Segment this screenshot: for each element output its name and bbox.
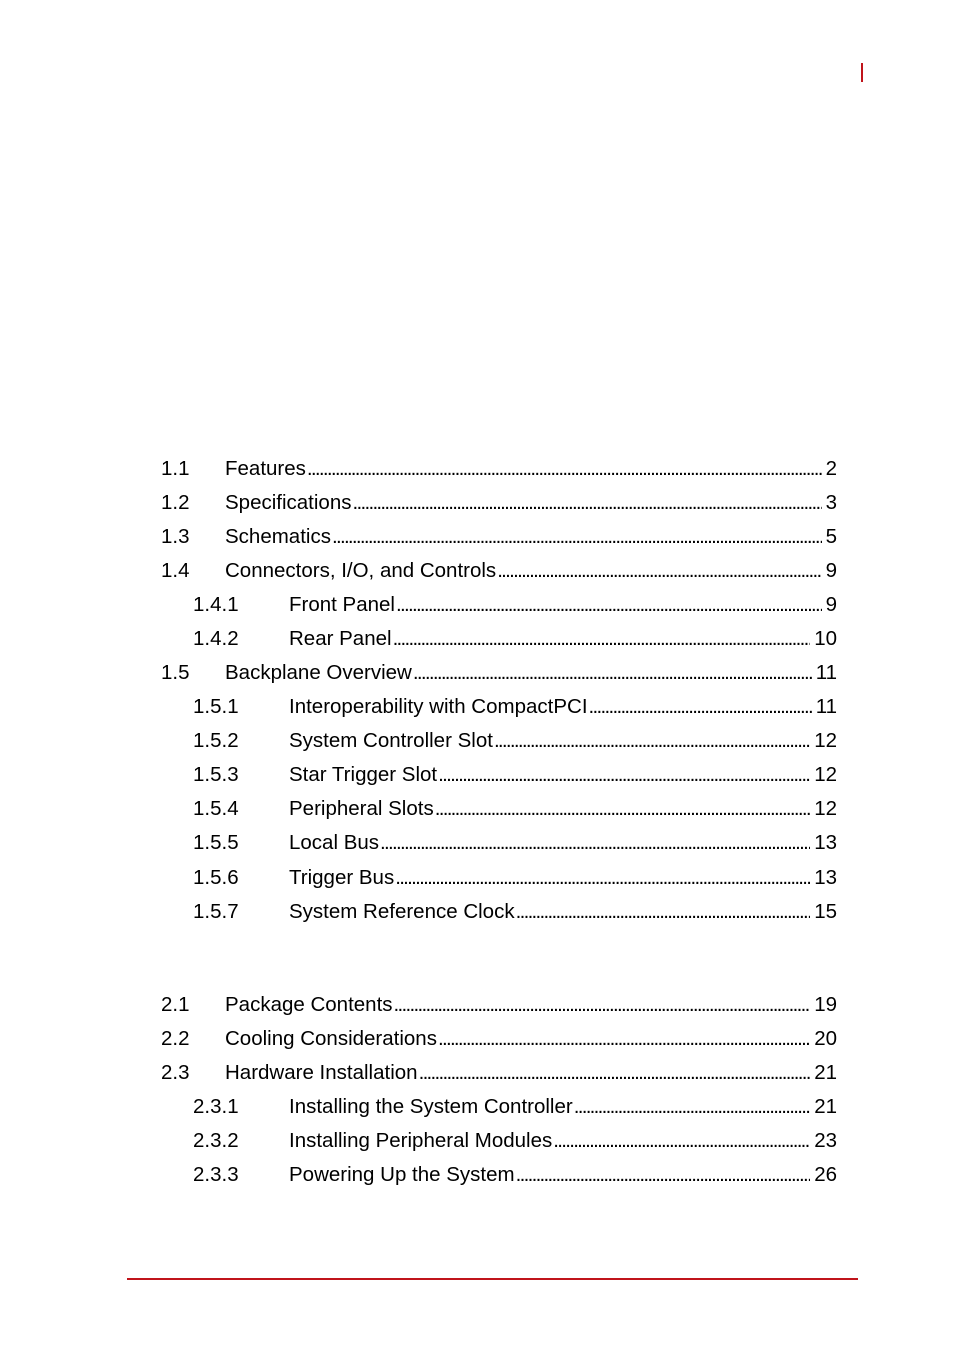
toc-entry-page: 23 <box>814 1129 837 1152</box>
toc-entry-number: 1.5.2 <box>193 729 239 752</box>
toc-dot-leader <box>516 895 811 929</box>
toc-entry[interactable] <box>193 622 837 656</box>
toc-entry-page: 12 <box>814 729 837 752</box>
toc-entry-page: 5 <box>825 525 837 548</box>
toc-entry-page: 10 <box>814 627 837 650</box>
toc-entry-number: 1.4.1 <box>193 593 239 616</box>
toc-entry-title: Local Bus <box>289 831 380 854</box>
toc-entry-page: 13 <box>814 831 837 854</box>
toc-entry[interactable] <box>161 554 837 588</box>
toc-entry-number: 1.5.1 <box>193 695 239 718</box>
toc-dot-leader <box>413 656 812 690</box>
toc-entry-page: 21 <box>814 1095 837 1118</box>
toc-entry-page: 20 <box>814 1027 837 1050</box>
toc-entry-number: 1.5 <box>161 661 190 684</box>
toc-dot-leader <box>332 520 822 554</box>
toc-entry[interactable] <box>193 861 837 895</box>
toc-entry-number: 1.5.3 <box>193 763 239 786</box>
toc-dot-leader <box>574 1090 810 1124</box>
toc-entry-number: 1.2 <box>161 491 190 514</box>
toc-dot-leader <box>395 861 810 895</box>
toc-entry[interactable] <box>193 588 837 622</box>
toc-entry-page: 26 <box>814 1163 837 1186</box>
toc-entry[interactable] <box>161 452 837 486</box>
toc-dot-leader <box>352 486 821 520</box>
toc-entry-page: 19 <box>814 993 837 1016</box>
toc-dot-leader <box>419 1056 811 1090</box>
toc-entry-number: 1.5.5 <box>193 831 239 854</box>
toc-entry-page: 11 <box>815 661 837 684</box>
toc-entry-title: Specifications <box>225 491 352 514</box>
toc-entry-number: 1.1 <box>161 457 190 480</box>
toc-entry-number: 1.5.7 <box>193 900 239 923</box>
toc-entry[interactable] <box>193 1090 837 1124</box>
toc-entry-title: Front Panel <box>289 593 395 616</box>
toc-dot-leader <box>307 452 822 486</box>
toc-entry-number: 2.3.1 <box>193 1095 239 1118</box>
toc-entry-title: Cooling Considerations <box>225 1027 437 1050</box>
toc-entry[interactable] <box>161 656 837 690</box>
toc-entry-page: 9 <box>825 593 837 616</box>
toc-entry[interactable] <box>193 758 837 792</box>
toc-dot-leader <box>589 690 812 724</box>
toc-entry[interactable] <box>193 690 837 724</box>
toc-entry[interactable] <box>161 1022 837 1056</box>
toc-entry-title: Hardware Installation <box>225 1061 418 1084</box>
toc-entry-title: Features <box>225 457 306 480</box>
toc-entry-title: System Controller Slot <box>289 729 493 752</box>
toc-entry[interactable] <box>161 1056 837 1090</box>
toc-entry[interactable] <box>193 792 837 826</box>
toc-entry-title: Peripheral Slots <box>289 797 434 820</box>
toc-entry-page: 12 <box>814 763 837 786</box>
toc-entry-title: Trigger Bus <box>289 866 395 889</box>
toc-entry[interactable] <box>161 520 837 554</box>
toc-dot-leader <box>380 826 810 860</box>
toc-dot-leader <box>494 724 810 758</box>
toc-entry-page: 2 <box>825 457 837 480</box>
toc-entry-number: 2.1 <box>161 993 190 1016</box>
footer-rule <box>127 1278 858 1280</box>
toc-entry-number: 1.4 <box>161 559 190 582</box>
toc-entry-number: 2.3 <box>161 1061 190 1084</box>
toc-entry-title: Rear Panel <box>289 627 392 650</box>
toc-entry-title: Schematics <box>225 525 331 548</box>
toc-entry-page: 3 <box>825 491 837 514</box>
toc-dot-leader <box>516 1158 811 1192</box>
toc-entry-title: Package Contents <box>225 993 393 1016</box>
toc-entry-number: 2.2 <box>161 1027 190 1050</box>
toc-dot-leader <box>438 758 810 792</box>
toc-dot-leader <box>396 588 822 622</box>
toc-dot-leader <box>394 988 811 1022</box>
toc-entry[interactable] <box>193 1158 837 1192</box>
toc-entry-page: 11 <box>815 695 837 718</box>
toc-entry-title: Connectors, I/O, and Controls <box>225 559 497 582</box>
toc-dot-leader <box>438 1022 810 1056</box>
toc-entry-page: 12 <box>814 797 837 820</box>
toc-entry-title: Powering Up the System <box>289 1163 515 1186</box>
toc-entry[interactable] <box>193 895 837 929</box>
toc-dot-leader <box>393 622 811 656</box>
toc-dot-leader <box>497 554 821 588</box>
toc-entry-number: 2.3.2 <box>193 1129 239 1152</box>
toc-entry-page: 21 <box>814 1061 837 1084</box>
toc-entry[interactable] <box>193 1124 837 1158</box>
toc-entry[interactable] <box>161 486 837 520</box>
toc-entry[interactable] <box>161 988 837 1022</box>
toc-entry-page: 13 <box>814 866 837 889</box>
toc-entry[interactable] <box>193 826 837 860</box>
toc-entry-number: 1.5.6 <box>193 866 239 889</box>
toc-dot-leader <box>553 1124 810 1158</box>
toc-entry-number: 2.3.3 <box>193 1163 239 1186</box>
toc-entry-title: System Reference Clock <box>289 900 515 923</box>
toc-entry[interactable] <box>193 724 837 758</box>
toc-entry-number: 1.5.4 <box>193 797 239 820</box>
toc-entry-title: Backplane Overview <box>225 661 412 684</box>
toc-entry-title: Star Trigger Slot <box>289 763 438 786</box>
toc-dot-leader <box>435 792 810 826</box>
toc-entry-title: Installing the System Controller <box>289 1095 573 1118</box>
toc-entry-title: Installing Peripheral Modules <box>289 1129 553 1152</box>
toc-entry-number: 1.4.2 <box>193 627 239 650</box>
toc-entry-title: Interoperability with CompactPCI <box>289 695 588 718</box>
header-accent-mark <box>861 63 863 82</box>
toc-entry-number: 1.3 <box>161 525 190 548</box>
toc-entry-page: 9 <box>825 559 837 582</box>
toc-entry-page: 15 <box>814 900 837 923</box>
